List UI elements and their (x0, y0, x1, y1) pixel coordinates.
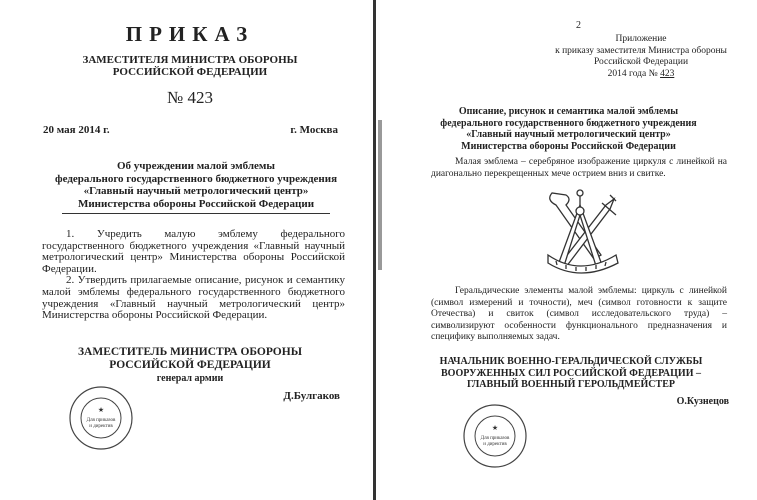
svg-text:★: ★ (97, 406, 105, 414)
title-line: Министерства обороны Российской Федерации (77, 197, 315, 210)
order-page (0, 0, 373, 500)
issuer (0, 54, 380, 78)
order-heading: ПРИКАЗ (125, 22, 255, 46)
order-date: 20 мая 2014 г. (43, 124, 110, 136)
issuer-line: ЗАМЕСТИТЕЛЯ МИНИСТРА ОБОРОНЫ (82, 54, 298, 66)
page-number: 2 (576, 20, 581, 31)
signatory-rank: генерал армии (156, 373, 224, 384)
scan-edge-shadow (378, 120, 382, 270)
signatory-name: О.Кузнецов (676, 396, 729, 407)
appendix-line: к приказу заместителя Министра обороны (555, 45, 727, 56)
appendix-title (426, 106, 711, 152)
emblem-description: Малая эмблема – серебряное изображение циркуля с линейкой на диагонально перекрещенных мече острием вниз и свитке. (431, 157, 727, 179)
title-line: федерального государственного бюджетного учреждения (440, 117, 697, 129)
svg-text:Для приказов: Для приказов (86, 418, 116, 423)
emblem-semantics: Геральдические элементы малой эмблемы: циркуль с линейкой (символ измерений и точности), меч (символ готовности к защите Отечества) и свиток (символ исследовательского труда) – символизируют особенности функционального предназначения и специфику выполняемых задач. (431, 286, 727, 342)
issuer-line: РОССИЙСКОЙ ФЕДЕРАЦИИ (112, 66, 268, 78)
order-title (54, 160, 338, 214)
appendix-line: Приложение (615, 34, 667, 44)
official-stamp (462, 403, 528, 469)
svg-text:и директив: и директив (483, 442, 507, 447)
title-line: «Главный научный метрологический центр» (83, 185, 309, 197)
appendix-line: 2014 года № (607, 68, 658, 79)
title-line: Министерства обороны Российской Федерации (461, 140, 676, 152)
signatory-title: ВООРУЖЕННЫХ СИЛ РОССИЙСКОЙ ФЕДЕРАЦИИ – (441, 367, 701, 379)
paragraph-1: 1. Учредить малую эмблему федерального государственного бюджетного учреждения «Главный научный метрологический центр» Министерства обороны Российской Федерации. (42, 228, 345, 275)
signatory-name: Д.Булгаков (283, 390, 340, 402)
official-stamp (68, 385, 134, 451)
order-city: г. Москва (290, 124, 338, 136)
svg-text:и директив: и директив (89, 424, 113, 429)
signatory-title: НАЧАЛЬНИК ВОЕННО-ГЕРАЛЬДИЧЕСКОЙ СЛУЖБЫ (439, 356, 703, 367)
signatory-block (436, 356, 706, 391)
svg-text:Для приказов: Для приказов (480, 436, 510, 441)
title-line: «Главный научный метрологический центр» (466, 129, 671, 140)
signatory-title: ЗАМЕСТИТЕЛЬ МИНИСТРА ОБОРОНЫ (77, 346, 302, 358)
title-line: Об учреждении малой эмблемы (117, 160, 275, 172)
title-line: федерального государственного бюджетного учреждения (54, 172, 338, 185)
paragraph-2: 2. Утвердить прилагаемые описание, рисунок и семантику малой эмблемы федерального государственного бюджетного учреждения «Главный научный метрологический центр» Министерства обороны Российской Федерации. (42, 274, 345, 322)
order-number: № 423 (167, 88, 213, 107)
signatory-block (60, 346, 320, 385)
order-body (42, 229, 345, 322)
svg-text:★: ★ (491, 424, 499, 432)
signatory-title: РОССИЙСКОЙ ФЕДЕРАЦИИ (109, 359, 271, 371)
appendix-number: 423 (660, 68, 675, 79)
title-line: Описание, рисунок и семантика малой эмблемы (458, 106, 679, 117)
emblem-image (536, 185, 626, 280)
signatory-title: ГЛАВНЫЙ ВОЕННЫЙ ГЕРОЛЬДМЕЙСТЕР (467, 379, 675, 390)
appendix-page (376, 0, 757, 500)
appendix-line: Российской Федерации (593, 57, 689, 67)
appendix-header (556, 34, 726, 80)
